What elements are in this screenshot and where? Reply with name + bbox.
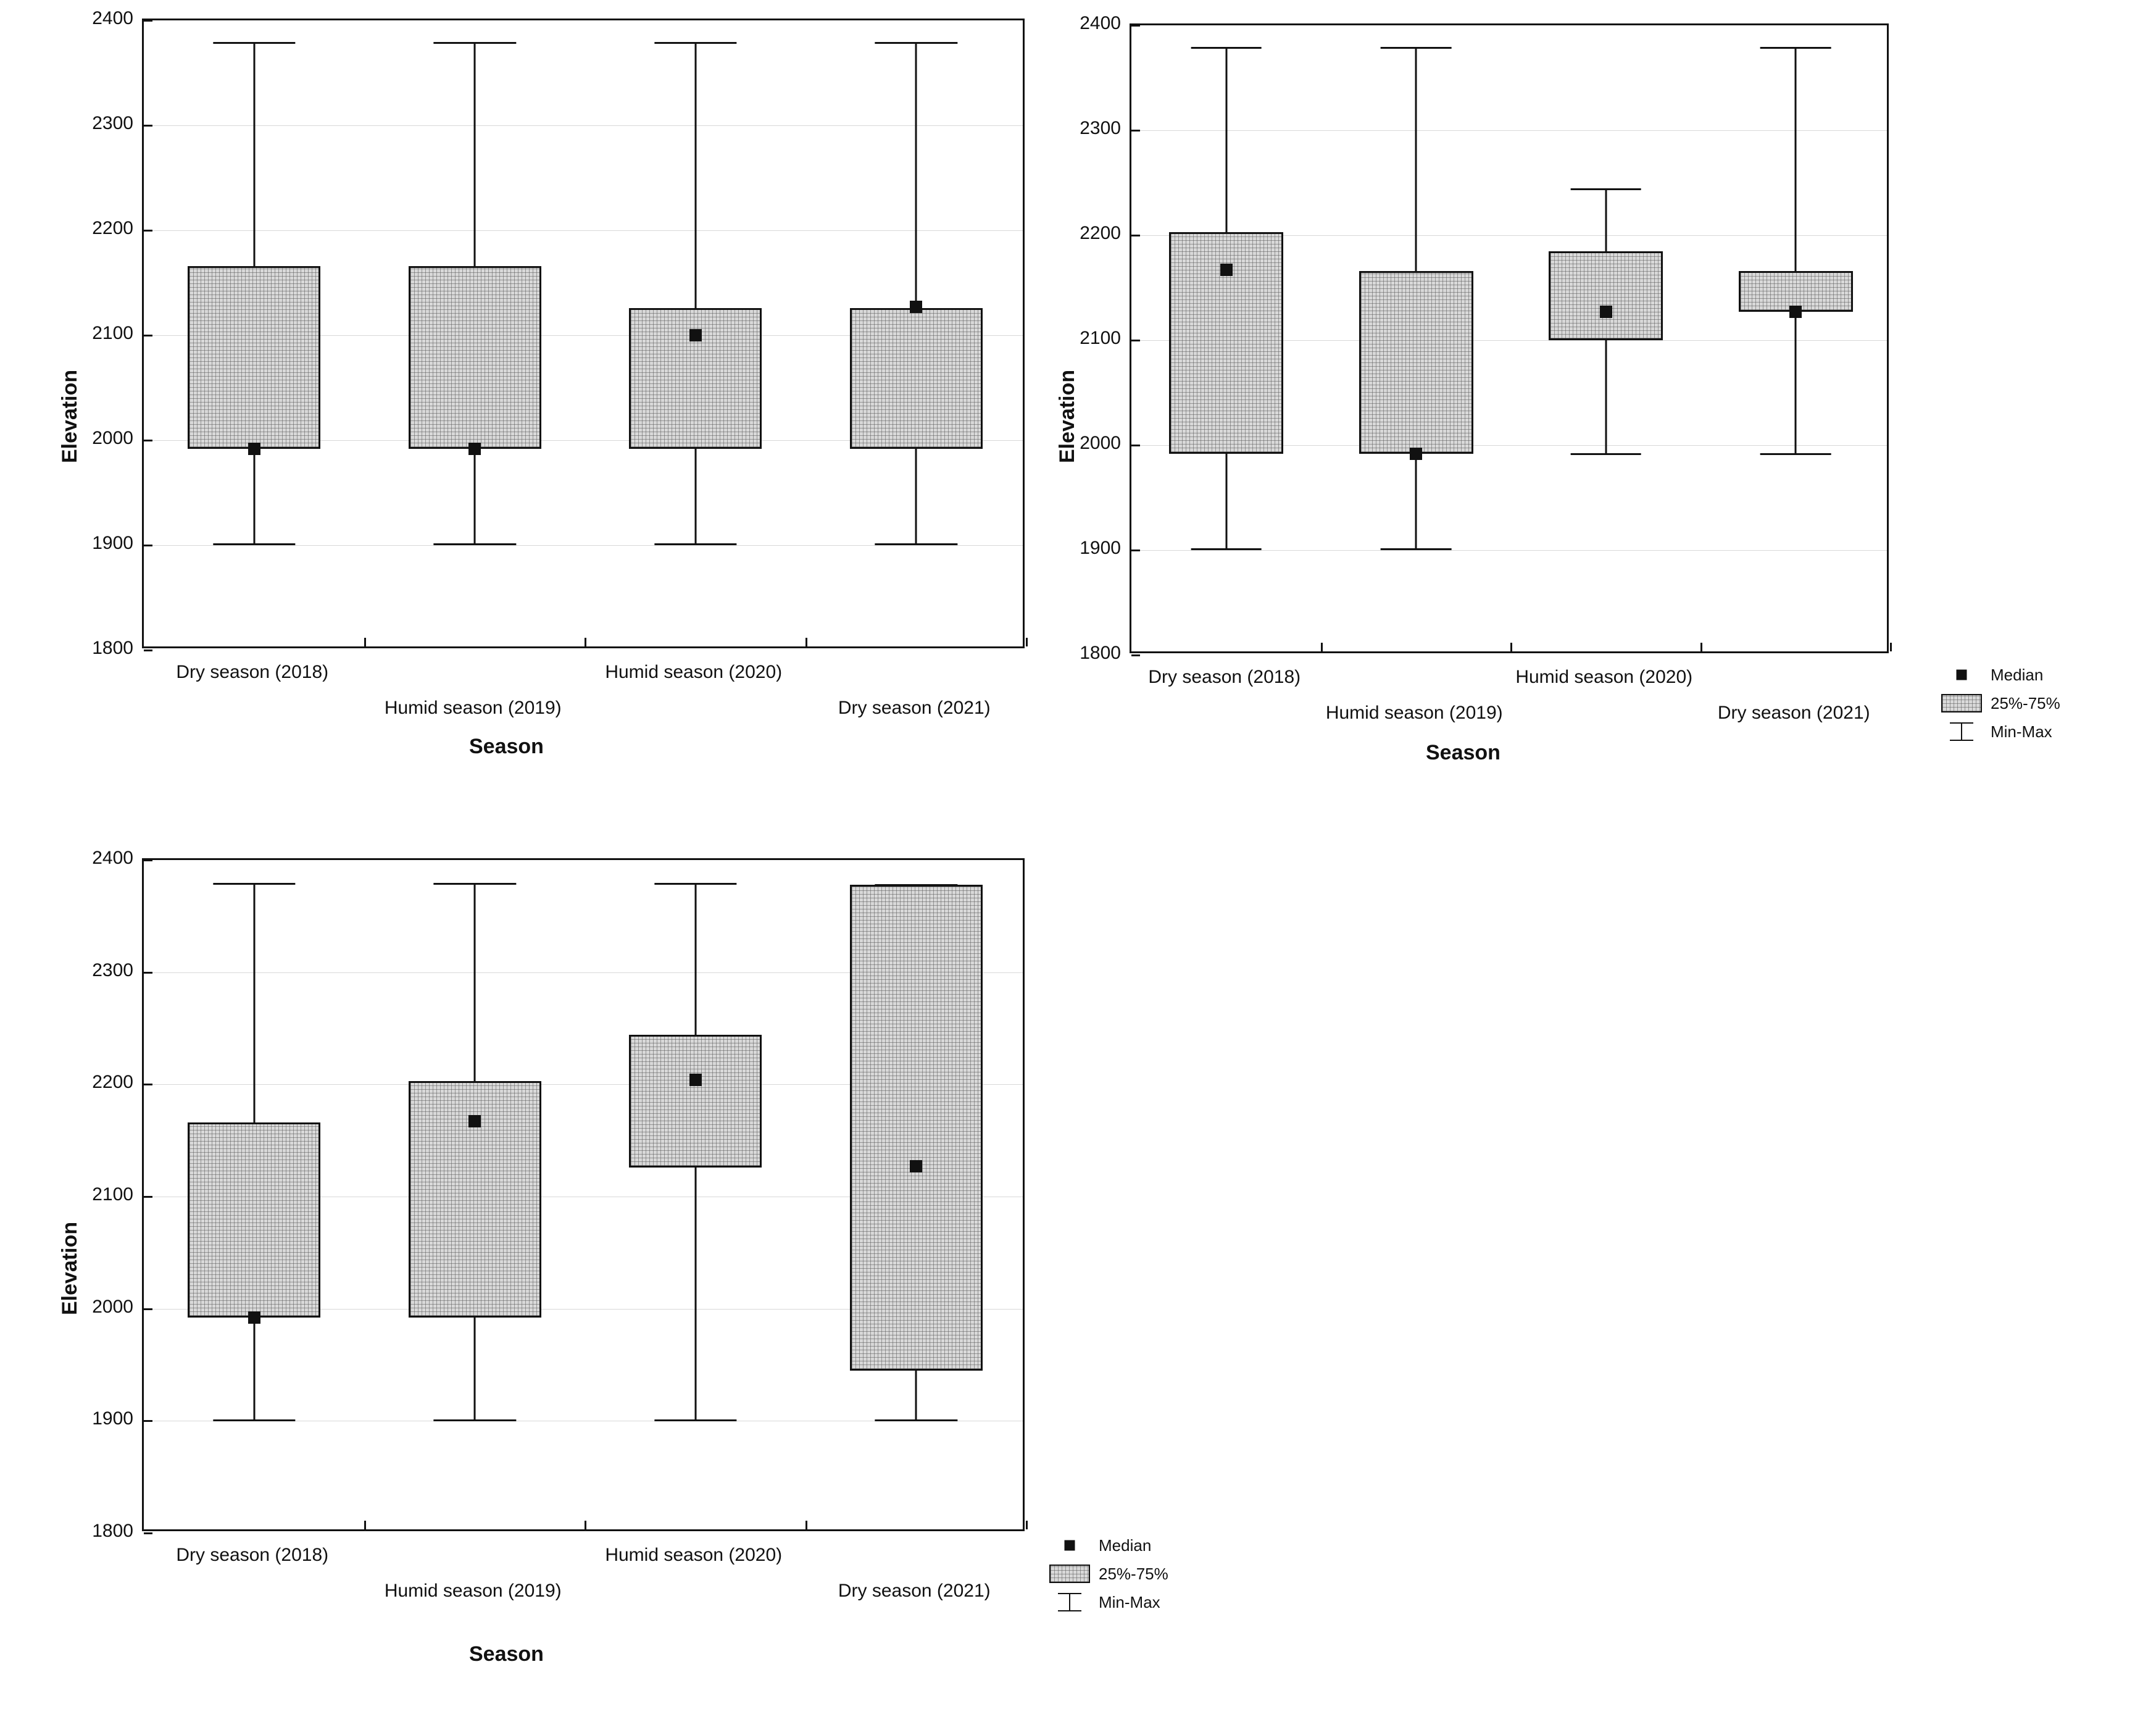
median-marker bbox=[468, 1115, 481, 1127]
median-marker bbox=[1410, 448, 1422, 460]
y-tick-label: 2400 bbox=[92, 8, 133, 28]
x-tick-mark bbox=[1510, 643, 1512, 651]
x-tick-mark bbox=[1700, 643, 1702, 651]
legend-label-whisker: Min-Max bbox=[1099, 1592, 1160, 1611]
x-category-label: Humid season (2019) bbox=[384, 698, 562, 718]
y-tick-mark bbox=[1131, 654, 1140, 656]
median-marker bbox=[910, 301, 922, 313]
whisker-line bbox=[1795, 48, 1797, 454]
whisker-cap-min bbox=[213, 1419, 295, 1421]
y-tick-mark bbox=[144, 20, 152, 22]
legend-label-whisker: Min-Max bbox=[1991, 722, 2052, 741]
x-tick-mark bbox=[1026, 1521, 1028, 1529]
y-tick-mark bbox=[1131, 340, 1140, 341]
median-marker bbox=[1600, 306, 1612, 318]
y-tick-mark bbox=[144, 335, 152, 336]
x-category-label: Humid season (2019) bbox=[1325, 703, 1503, 723]
y-tick-mark bbox=[1131, 25, 1140, 27]
x-tick-mark bbox=[1321, 643, 1323, 651]
y-tick-label: 2300 bbox=[92, 959, 133, 980]
whisker-cap-min bbox=[1570, 453, 1641, 455]
legend-row-whisker bbox=[1941, 717, 2060, 746]
y-tick-label: 2100 bbox=[92, 323, 133, 343]
y-tick-mark bbox=[144, 1084, 152, 1085]
y-tick-mark bbox=[1131, 235, 1140, 236]
y-tick-mark bbox=[144, 859, 152, 861]
y-tick-label: 2100 bbox=[1080, 328, 1121, 348]
x-tick-mark bbox=[1890, 643, 1892, 651]
median-marker bbox=[689, 329, 702, 341]
panel-c-y-axis-title: Elevation bbox=[58, 1221, 81, 1315]
whisker-line bbox=[694, 43, 696, 545]
median-marker-icon bbox=[1049, 1535, 1090, 1556]
whisker-cap-min bbox=[875, 1419, 957, 1421]
x-tick-mark bbox=[364, 638, 366, 646]
panel-a-x-axis-title: Season bbox=[469, 735, 544, 758]
median-marker-icon bbox=[1941, 664, 1982, 685]
y-tick-mark bbox=[1131, 445, 1140, 446]
whisker-line bbox=[915, 43, 917, 545]
box-quartile-range bbox=[1359, 271, 1473, 454]
panel-a-y-axis-title: Elevation bbox=[58, 369, 81, 463]
x-category-label: Dry season (2018) bbox=[176, 1545, 329, 1565]
y-tick-label: 2200 bbox=[92, 1072, 133, 1093]
whisker-icon bbox=[1941, 721, 1982, 742]
y-tick-mark bbox=[144, 1308, 152, 1310]
legend-row-median bbox=[1049, 1531, 1168, 1560]
y-tick-mark bbox=[144, 650, 152, 651]
y-tick-mark bbox=[144, 1196, 152, 1198]
y-tick-mark bbox=[144, 972, 152, 974]
median-marker bbox=[1789, 306, 1802, 318]
whisker-cap-max bbox=[875, 42, 957, 44]
median-marker bbox=[689, 1074, 702, 1086]
whisker-cap-min bbox=[213, 543, 295, 545]
panel-c bbox=[37, 846, 1259, 1698]
panel-b-legend bbox=[1941, 661, 2060, 746]
panel-c-plot-frame bbox=[142, 858, 1025, 1531]
panel-c-x-axis-title: Season bbox=[469, 1642, 544, 1666]
y-tick-mark bbox=[144, 230, 152, 232]
y-tick-label: 2400 bbox=[92, 848, 133, 868]
gridline bbox=[1131, 130, 1887, 131]
y-tick-label: 1900 bbox=[92, 1408, 133, 1429]
box-quartile-range bbox=[188, 266, 320, 449]
legend-row-median bbox=[1941, 661, 2060, 689]
panel-c-legend bbox=[1049, 1531, 1168, 1616]
x-category-label: Dry season (2018) bbox=[176, 662, 329, 682]
x-category-label: Dry season (2021) bbox=[838, 698, 991, 718]
whisker-cap-min bbox=[1381, 548, 1452, 550]
panel-b-y-axis-title: Elevation bbox=[1055, 369, 1079, 463]
whisker-cap-max bbox=[1570, 188, 1641, 190]
y-tick-label: 2000 bbox=[1080, 433, 1121, 453]
whisker-cap-min bbox=[434, 1419, 516, 1421]
x-category-label: Humid season (2020) bbox=[1515, 667, 1693, 687]
x-tick-mark bbox=[585, 1521, 586, 1529]
y-tick-label: 2000 bbox=[92, 1296, 133, 1317]
legend-label-median: Median bbox=[1099, 1536, 1152, 1555]
y-tick-label: 2100 bbox=[92, 1184, 133, 1205]
y-tick-label: 2300 bbox=[1080, 118, 1121, 138]
x-category-label: Humid season (2020) bbox=[605, 1545, 783, 1565]
box-quartile-range bbox=[629, 1035, 762, 1167]
y-tick-label: 2200 bbox=[92, 218, 133, 238]
box-quartile-range bbox=[409, 266, 541, 449]
y-tick-mark bbox=[1131, 130, 1140, 132]
y-tick-label: 1900 bbox=[1080, 538, 1121, 558]
whisker-cap-max bbox=[434, 883, 516, 885]
legend-row-box bbox=[1941, 689, 2060, 717]
y-tick-mark bbox=[144, 545, 152, 546]
whisker-icon bbox=[1049, 1592, 1090, 1613]
x-category-label: Dry season (2021) bbox=[1717, 703, 1870, 723]
x-category-label: Dry season (2018) bbox=[1148, 667, 1301, 687]
y-tick-mark bbox=[144, 1532, 152, 1534]
x-category-label: Humid season (2019) bbox=[384, 1581, 562, 1601]
box-quartile-range bbox=[188, 1122, 320, 1318]
panel-b-x-axis-title: Season bbox=[1426, 741, 1500, 764]
x-tick-mark bbox=[364, 1521, 366, 1529]
whisker-cap-max bbox=[213, 42, 295, 44]
y-tick-label: 1900 bbox=[92, 533, 133, 553]
y-tick-label: 1800 bbox=[1080, 643, 1121, 663]
legend-label-box: 25%-75% bbox=[1991, 693, 2060, 712]
whisker-cap-min bbox=[1191, 548, 1262, 550]
whisker-cap-min bbox=[875, 543, 957, 545]
whisker-cap-max bbox=[654, 883, 736, 885]
median-marker bbox=[1220, 264, 1233, 276]
legend-label-median: Median bbox=[1991, 665, 2044, 684]
box-quartile-range bbox=[1549, 251, 1663, 341]
box-quartile-range bbox=[850, 885, 983, 1371]
y-tick-label: 2200 bbox=[1080, 223, 1121, 243]
box-swatch-icon bbox=[1941, 694, 1982, 712]
box-swatch-icon bbox=[1049, 1565, 1090, 1583]
whisker-cap-min bbox=[654, 1419, 736, 1421]
y-tick-mark bbox=[1131, 549, 1140, 551]
y-tick-label: 2000 bbox=[92, 428, 133, 448]
panel-a bbox=[37, 6, 1055, 778]
median-marker bbox=[248, 1311, 260, 1324]
legend-row-whisker bbox=[1049, 1588, 1168, 1616]
legend-label-box: 25%-75% bbox=[1099, 1564, 1168, 1583]
x-tick-mark bbox=[585, 638, 586, 646]
x-tick-mark bbox=[805, 638, 807, 646]
y-tick-label: 1800 bbox=[92, 638, 133, 658]
whisker-cap-min bbox=[1760, 453, 1831, 455]
median-marker bbox=[468, 443, 481, 455]
x-tick-mark bbox=[1026, 638, 1028, 646]
median-marker bbox=[248, 443, 260, 455]
whisker-cap-max bbox=[1191, 47, 1262, 49]
x-category-label: Humid season (2020) bbox=[605, 662, 783, 682]
gridline bbox=[144, 125, 1023, 126]
whisker-cap-max bbox=[654, 42, 736, 44]
legend-row-box bbox=[1049, 1560, 1168, 1588]
whisker-cap-min bbox=[434, 543, 516, 545]
whisker-cap-max bbox=[434, 42, 516, 44]
y-tick-mark bbox=[144, 125, 152, 127]
whisker-cap-max bbox=[1760, 47, 1831, 49]
whisker-cap-max bbox=[1381, 47, 1452, 49]
panel-a-plot-frame bbox=[142, 19, 1025, 648]
y-tick-label: 2300 bbox=[92, 113, 133, 133]
panel-b-plot-frame bbox=[1130, 23, 1889, 653]
whisker-cap-min bbox=[654, 543, 736, 545]
x-category-label: Dry season (2021) bbox=[838, 1581, 991, 1601]
gridline bbox=[144, 230, 1023, 231]
median-marker bbox=[910, 1160, 922, 1172]
panel-b bbox=[1043, 6, 2142, 778]
y-tick-label: 2400 bbox=[1080, 13, 1121, 33]
y-tick-mark bbox=[144, 1420, 152, 1422]
whisker-cap-max bbox=[213, 883, 295, 885]
x-tick-mark bbox=[805, 1521, 807, 1529]
y-tick-label: 1800 bbox=[92, 1521, 133, 1541]
y-tick-mark bbox=[144, 440, 152, 441]
box-quartile-range bbox=[850, 308, 983, 449]
